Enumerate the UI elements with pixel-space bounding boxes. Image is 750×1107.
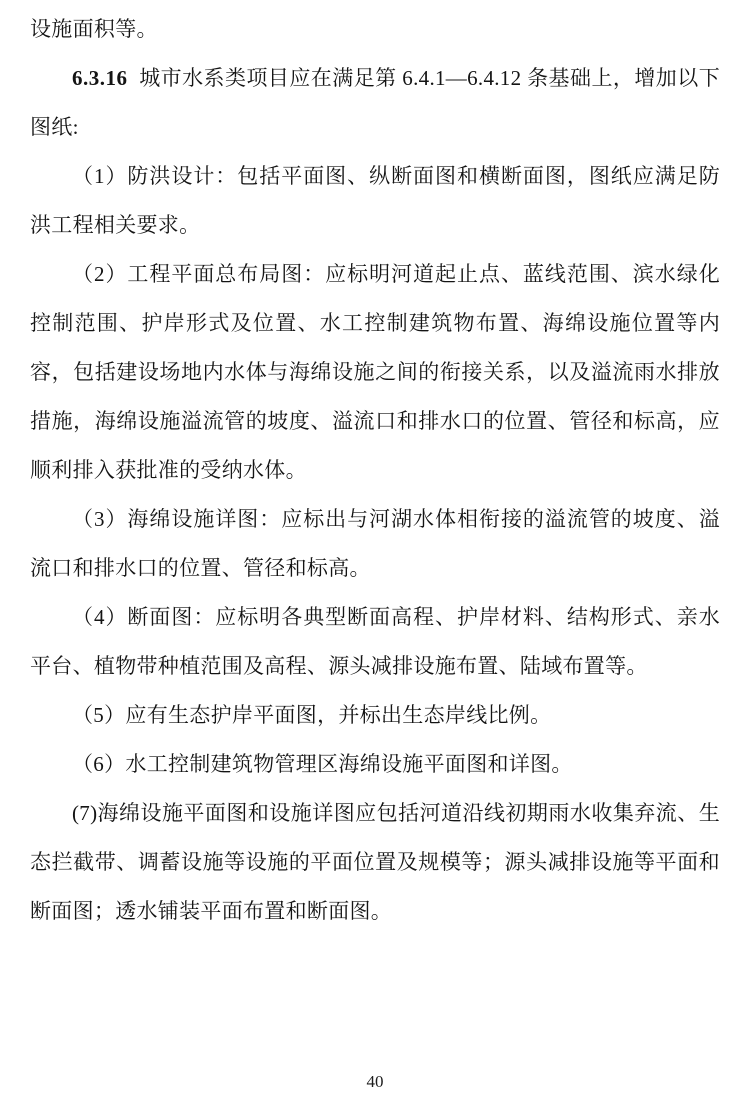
- section-heading-6-3-16: [30, 54, 720, 152]
- list-item-4: （4）断面图：应标明各典型断面高程、护岸材料、结构形式、亲水平台、植物带种植范围及高程、源头减排设施布置、陆域布置等。: [30, 605, 720, 678]
- list-item-5: （5）应有生态护岸平面图，并标出生态岸线比例。: [72, 703, 552, 727]
- list-item-7: (7)海绵设施平面图和设施详图应包括河道沿线初期雨水收集弃流、生态拦截带、调蓄设施等设施的平面位置及规模等；源头减排设施等平面和断面图；透水铺装平面布置和断面图。: [30, 801, 720, 923]
- paragraph-continuation: 设施面积等。: [30, 17, 158, 41]
- list-item-2: （2）工程平面总布局图：应标明河道起止点、蓝线范围、滨水绿化控制范围、护岸形式及位置、水工控制建筑物布置、海绵设施位置等内容，包括建设场地内水体与海绵设施之间的衔接关系，以及溢流雨水排放措施，海绵设施溢流管的坡度、溢流口和排水口的位置、管径和标高，应顺利排入获批准的受纳水体。: [30, 262, 720, 482]
- list-item-3: （3）海绵设施详图：应标出与河湖水体相衔接的溢流管的坡度、溢流口和排水口的位置、管径和标高。: [30, 507, 720, 580]
- list-item-6: （6）水工控制建筑物管理区海绵设施平面图和详图。: [72, 752, 573, 776]
- page-number: 40: [366, 1072, 384, 1091]
- section-heading-text: 城市水系类项目应在满足第 6.4.1—6.4.12 条基础上，增加以下图纸:: [30, 66, 720, 139]
- section-number: 6.3.16: [72, 66, 128, 90]
- list-item-1: （1）防洪设计：包括平面图、纵断面图和横断面图，图纸应满足防洪工程相关要求。: [30, 164, 720, 237]
